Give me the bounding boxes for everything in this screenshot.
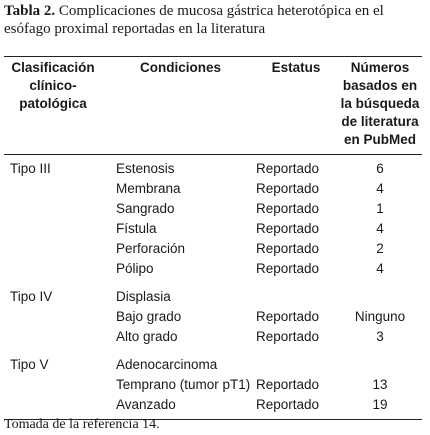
status-cell: Reportado — [256, 309, 320, 324]
status-cell: Reportado — [256, 377, 320, 392]
caption-label: Tabla 2. — [4, 3, 56, 19]
count-cell — [338, 279, 422, 307]
count-cell: 4 — [376, 261, 384, 276]
status-cell — [254, 347, 338, 375]
count-cell — [338, 347, 422, 375]
condition-cell: Fístula — [116, 221, 157, 236]
condition-cell: Bajo grado — [116, 309, 182, 324]
count-cell: Ninguno — [354, 309, 406, 324]
status-cell: Reportado — [256, 181, 320, 196]
group-type-empty — [4, 307, 102, 327]
table-row — [4, 219, 422, 239]
table-header-row — [4, 57, 422, 155]
table-row — [4, 327, 422, 347]
group-type-empty — [4, 395, 102, 420]
condition-cell: Estenosis — [116, 161, 175, 176]
group-type-empty — [4, 179, 102, 199]
condition-cell: Displasia — [116, 289, 171, 304]
group-type: Tipo IV — [10, 289, 53, 304]
count-cell: 4 — [376, 181, 384, 196]
complications-table — [4, 56, 422, 420]
group-tipo-v — [4, 347, 422, 420]
group-type-empty — [4, 199, 102, 219]
table-row — [4, 395, 422, 420]
table-row — [4, 199, 422, 219]
table-row — [4, 155, 422, 180]
group-type: Tipo V — [10, 357, 49, 372]
group-type-empty — [4, 239, 102, 259]
table-row — [4, 347, 422, 375]
table-row — [4, 279, 422, 307]
header-conditions: Condiciones — [140, 60, 222, 75]
status-cell: Reportado — [256, 221, 320, 236]
condition-cell: Membrana — [116, 181, 181, 196]
count-cell: 2 — [376, 241, 384, 256]
group-tipo-iii — [4, 155, 422, 280]
status-cell: Reportado — [256, 329, 320, 344]
table-caption — [4, 2, 428, 38]
status-cell — [254, 279, 338, 307]
header-count: Números basados en la búsqueda de literatura en PubMed — [340, 60, 420, 147]
condition-cell: Pólipo — [116, 261, 154, 276]
table-row — [4, 375, 422, 395]
group-type-empty — [4, 375, 102, 395]
condition-cell: Alto grado — [116, 329, 178, 344]
count-cell: 19 — [372, 397, 388, 412]
status-cell: Reportado — [256, 161, 320, 176]
count-cell: 1 — [376, 201, 384, 216]
status-cell: Reportado — [256, 201, 320, 216]
condition-cell: Perforación — [116, 241, 186, 256]
table-row — [4, 179, 422, 199]
header-status: Estatus — [271, 60, 321, 75]
count-cell: 4 — [376, 221, 384, 236]
group-type: Tipo III — [10, 161, 51, 176]
count-cell: 13 — [372, 377, 388, 392]
condition-cell: Temprano (tumor pT1) — [116, 377, 251, 392]
table-row — [4, 239, 422, 259]
status-cell: Reportado — [256, 261, 320, 276]
caption-text: Complicaciones de mucosa gástrica heterotópica en el esófago proximal reportadas en la literatura — [4, 3, 384, 37]
count-cell: 6 — [376, 161, 384, 176]
source-note: Tomada de la referencia 14. — [4, 417, 160, 432]
count-cell: 3 — [376, 329, 384, 344]
condition-cell: Avanzado — [116, 397, 176, 412]
table-row — [4, 307, 422, 327]
table-row — [4, 259, 422, 279]
group-type-empty — [4, 259, 102, 279]
group-type-empty — [4, 219, 102, 239]
header-classification: Clasificación clínico-patológica — [11, 60, 95, 111]
status-cell: Reportado — [256, 397, 320, 412]
condition-cell: Adenocarcinoma — [116, 357, 218, 372]
condition-cell: Sangrado — [116, 201, 175, 216]
group-tipo-iv — [4, 279, 422, 347]
status-cell: Reportado — [256, 241, 320, 256]
group-type-empty — [4, 327, 102, 347]
